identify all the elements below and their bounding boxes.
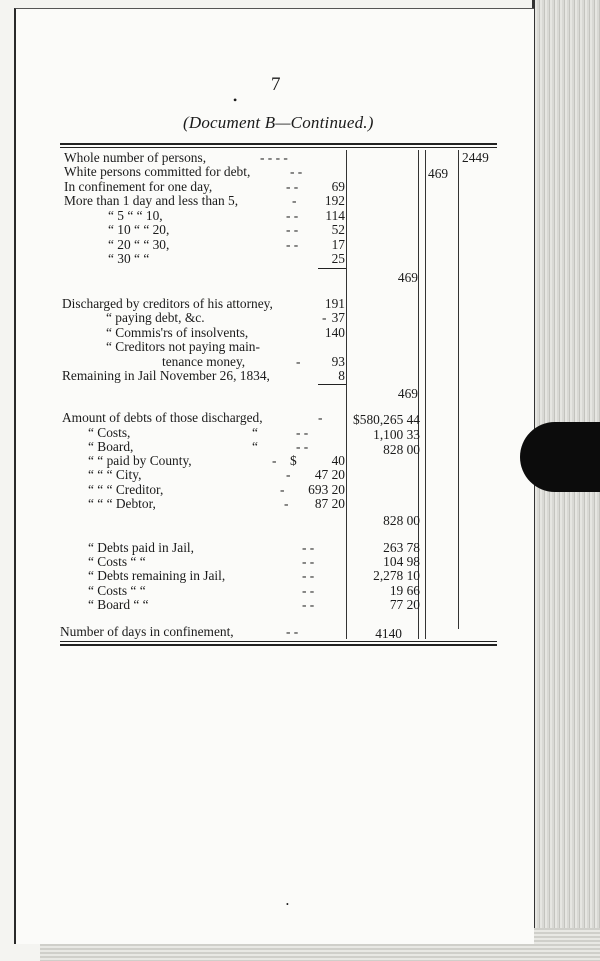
page-number: 7	[271, 74, 281, 95]
white-persons-value: 469	[428, 166, 449, 181]
amount-leader: - -	[296, 439, 309, 454]
jail-value: 104 98	[383, 554, 420, 569]
jail-value: 2,278 10	[373, 568, 420, 583]
jail-label: “ Costs “ “	[88, 583, 146, 598]
row-label: More than 1 day and less than 5,	[64, 193, 239, 208]
jail-leader: - -	[302, 583, 315, 598]
white-persons-leader: - -	[290, 164, 303, 179]
discharge-leader: -	[296, 354, 301, 369]
jail-value: 263 78	[383, 540, 420, 555]
board-leader: -	[272, 453, 277, 468]
row-leader: - -	[286, 222, 299, 237]
jail-label: “ Costs “ “	[88, 554, 146, 569]
board-leader: -	[286, 467, 291, 482]
col-rule-3	[425, 150, 426, 639]
row-value: 114	[325, 208, 345, 223]
row-value: 52	[331, 222, 345, 237]
table-bottom-rule-thick	[60, 644, 497, 646]
page-mark: •	[286, 900, 289, 909]
table-top-rule	[60, 143, 497, 145]
jail-label: “ Debts paid in Jail,	[88, 540, 194, 555]
subtotal-rule	[318, 268, 346, 269]
board-label: “ “ “ Creditor,	[88, 482, 164, 497]
discharge-label: “ paying debt, &c.	[106, 310, 205, 325]
row-leader: - -	[286, 237, 299, 252]
discharge-label: “ Commis'rs of insolvents,	[106, 325, 249, 340]
row-label: In confinement for one day,	[64, 179, 213, 194]
amount-label: “ Board,	[88, 439, 134, 454]
discharge-label: “ Creditors not paying main-	[106, 339, 260, 354]
jail-leader: - -	[302, 568, 315, 583]
days-leader: - -	[286, 624, 299, 639]
amount-value: $580,265 44	[353, 412, 420, 427]
jail-leader: - -	[302, 540, 315, 555]
row-label: “ 10 “ “ 20,	[108, 222, 170, 237]
discharge-value: 37	[331, 310, 345, 325]
board-leader: -	[284, 496, 289, 511]
amount-label: Amount of debts of those discharged,	[62, 410, 263, 425]
table-top-rule-thin	[60, 147, 497, 148]
whole-number-leader: - - - -	[260, 150, 288, 165]
row-leader: - -	[286, 208, 299, 223]
subtotal-rule	[318, 384, 346, 385]
discharge-label: tenance money,	[162, 354, 246, 369]
jail-label: “ Board “ “	[88, 597, 149, 612]
subtotal-value: 469	[397, 386, 418, 401]
jail-label: “ Debts remaining in Jail,	[88, 568, 226, 583]
discharge-value: 140	[324, 325, 345, 340]
days-label: Number of days in confinement,	[60, 624, 234, 639]
whole-number-total: 2449	[462, 150, 489, 165]
row-value: 17	[331, 237, 345, 252]
row-value: 25	[331, 251, 345, 266]
discharge-value: 8	[338, 368, 345, 383]
table-bottom-rule	[60, 641, 497, 642]
row-value: 192	[324, 193, 345, 208]
row-leader: - -	[286, 179, 299, 194]
amount-leader: -	[318, 410, 323, 425]
board-leader: -	[280, 482, 285, 497]
row-label: “ 30 “ “	[108, 251, 150, 266]
amount-mid: “	[252, 439, 258, 454]
jail-leader: - -	[302, 597, 315, 612]
whole-number-label: Whole number of persons,	[64, 150, 207, 165]
binding-clip	[520, 422, 600, 492]
board-total: 828 00	[383, 513, 420, 528]
amount-value: 828 00	[383, 442, 420, 457]
row-label: “ 20 “ “ 30,	[108, 237, 170, 252]
discharge-leader: -	[322, 310, 327, 325]
white-persons-label: White persons committed for debt,	[64, 164, 251, 179]
board-dollar: $	[290, 453, 297, 468]
board-sub-value: 693 20	[308, 482, 345, 497]
jail-leader: - -	[302, 554, 315, 569]
document-heading: (Document B—Continued.)	[183, 113, 374, 132]
page-dot: •	[233, 93, 238, 107]
discharge-value: 93	[331, 354, 345, 369]
amount-leader: - -	[296, 425, 309, 440]
discharge-label: Remaining in Jail November 26, 1834,	[62, 368, 270, 383]
amount-value: 1,100 33	[373, 427, 420, 442]
col-rule-4	[458, 150, 459, 629]
board-sub-value: 47 20	[314, 467, 345, 482]
board-sub-value: 87 20	[314, 496, 345, 511]
row-label: “ 5 “ “ 10,	[108, 208, 163, 223]
discharge-value: 191	[324, 296, 345, 311]
board-label: “ “ paid by County,	[88, 453, 192, 468]
row-leader: -	[292, 193, 297, 208]
jail-value: 19 66	[389, 583, 420, 598]
discharge-label: Discharged by creditors of his attorney,	[62, 296, 273, 311]
subtotal-value: 469	[397, 270, 418, 285]
days-value: 4140	[375, 626, 402, 641]
board-sub-value: 40	[331, 453, 345, 468]
amount-mid: “	[252, 425, 258, 440]
row-value: 69	[331, 179, 345, 194]
board-label: “ “ “ Debtor,	[88, 496, 156, 511]
amount-label: “ Costs,	[88, 425, 131, 440]
jail-value: 77 20	[389, 597, 420, 612]
board-label: “ “ “ City,	[88, 467, 142, 482]
